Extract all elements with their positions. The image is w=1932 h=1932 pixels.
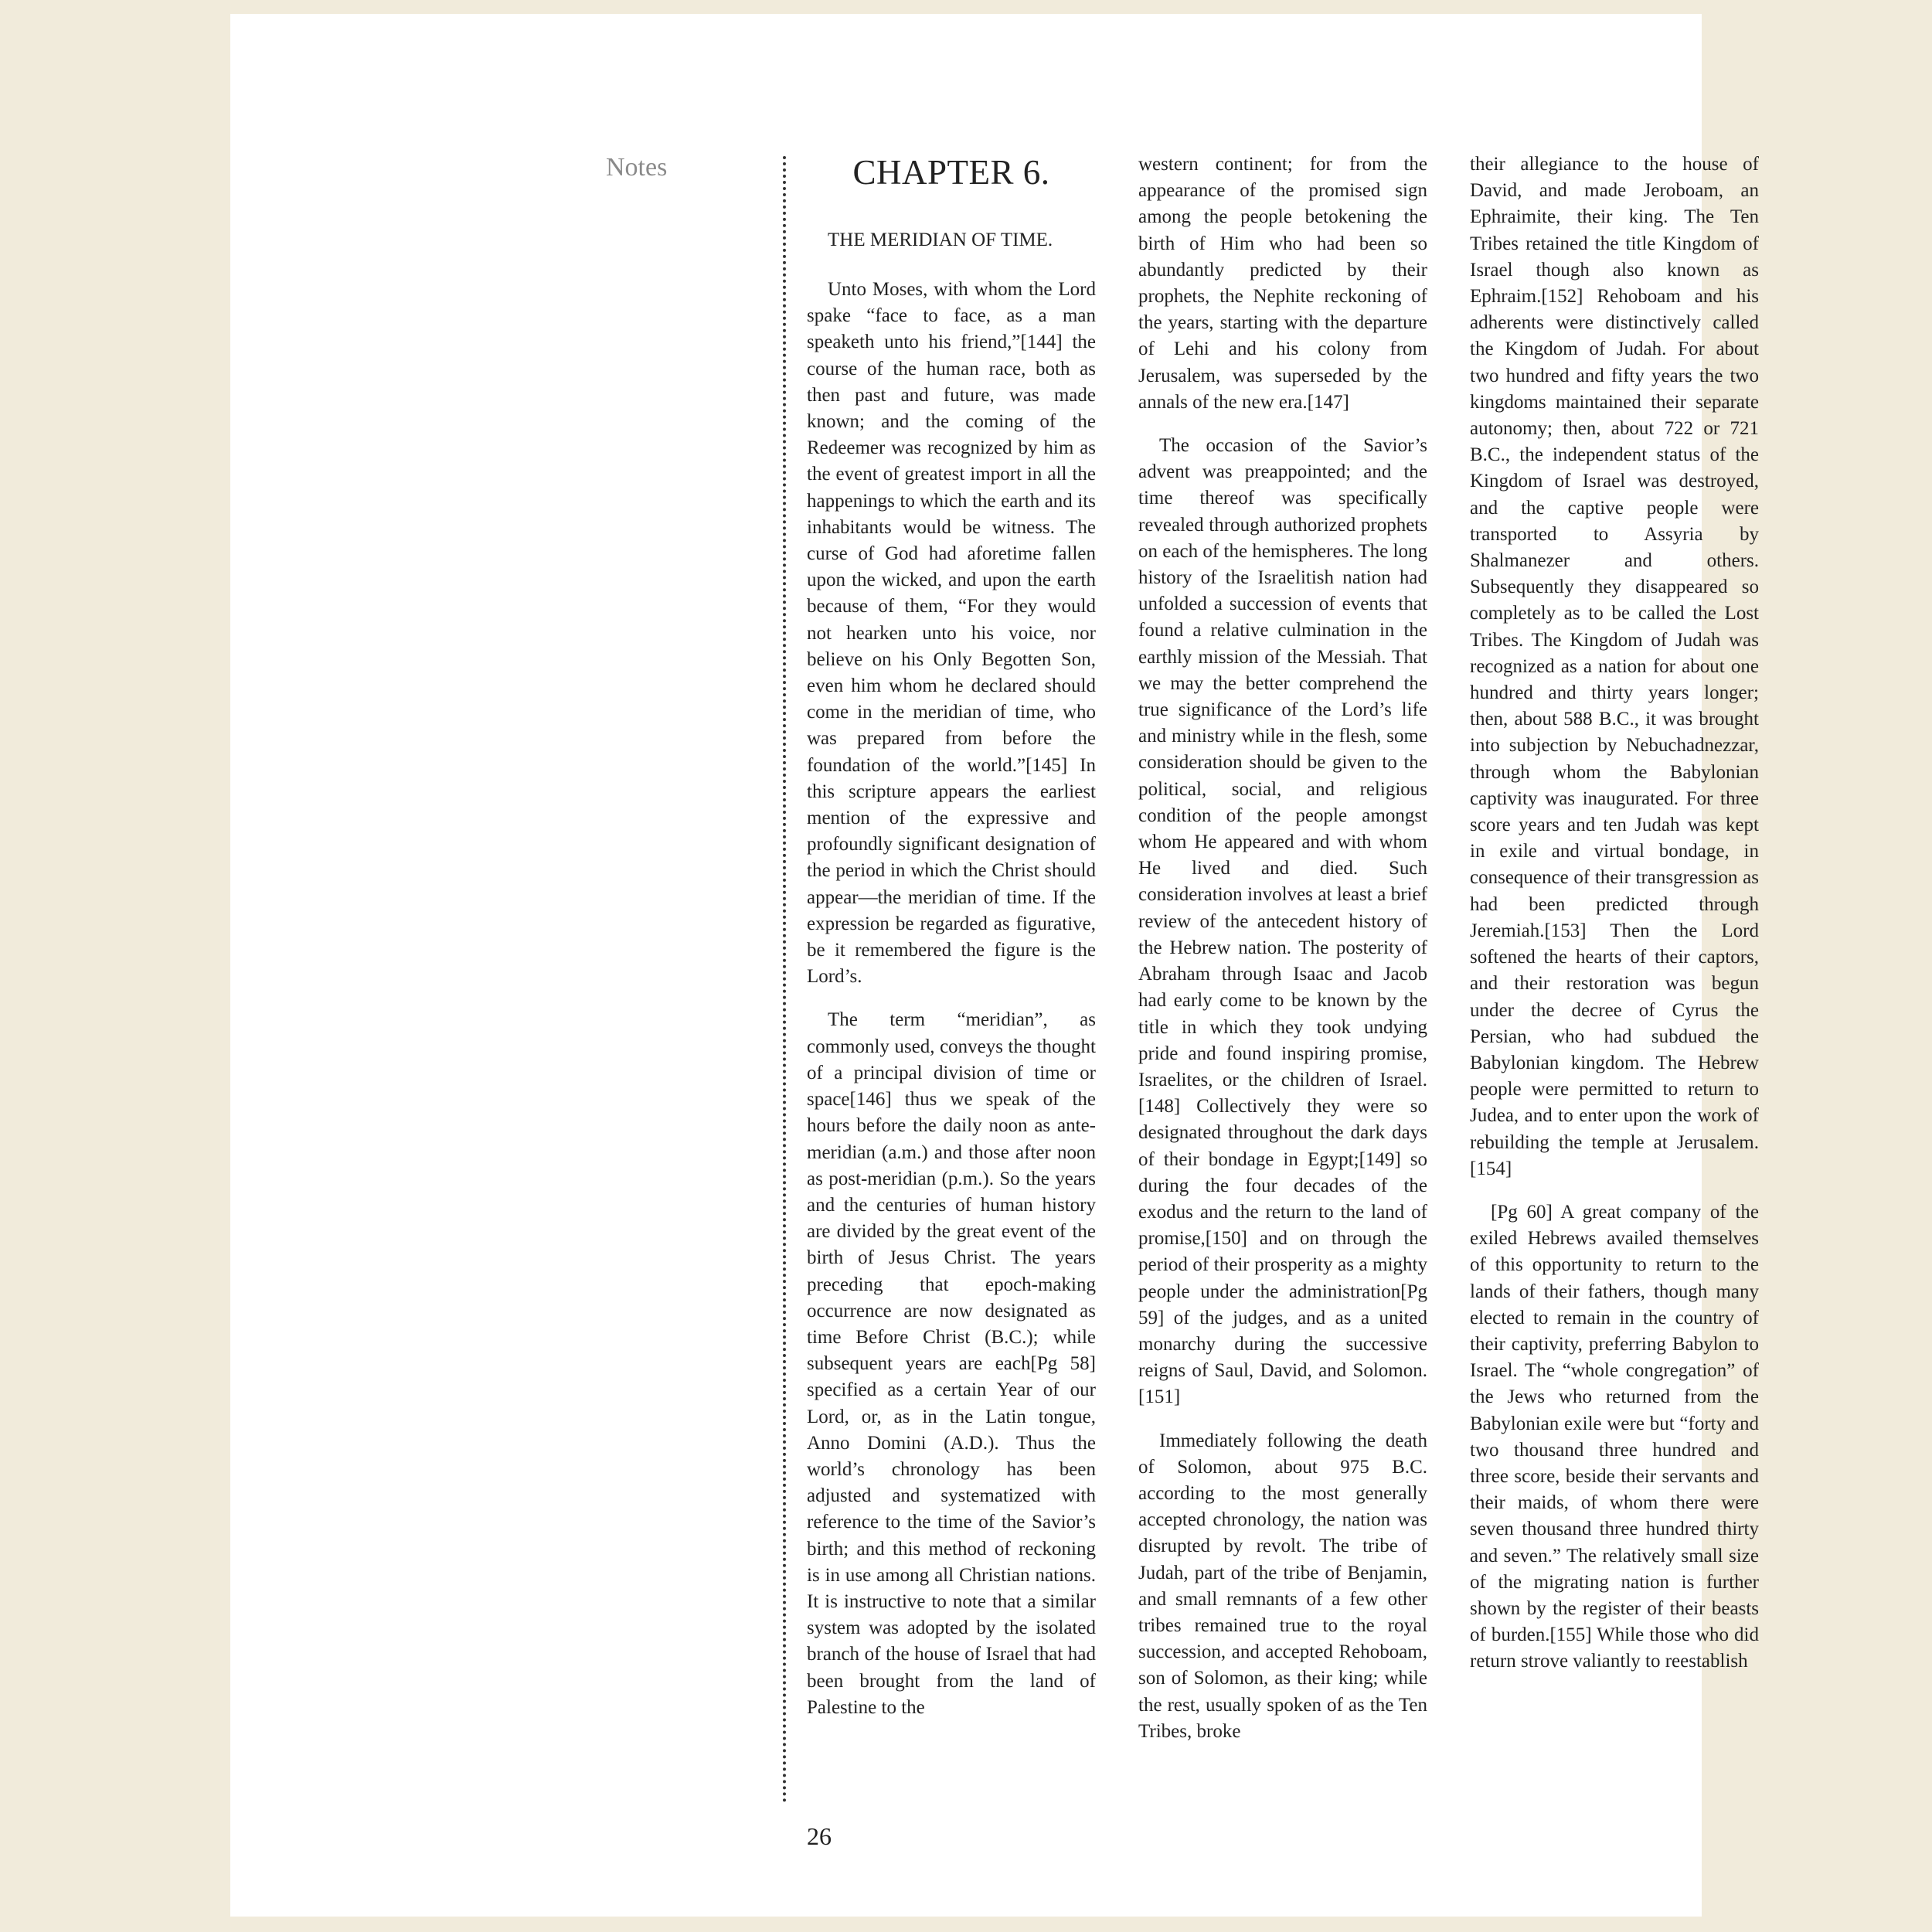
paragraph: Unto Moses, with whom the Lord spake “face to face, as a man speaketh unto his friend,”[144] the course of the human race, both as then past and future, was made known; and the coming of the Redeemer was recognized by him as the event of greatest import in all the happenings to which the earth and its inhabitants would be witness. The curse of God had aforetime fallen upon the wicked, and upon the earth because of them, “For they would not hearken unto his voice, nor believe on his Only Begotten Son, even him whom he declared should come in the meridian of time, who was prepared from before the foundation of the world.”[145] In this scripture appears the earliest mention of the expressive and profoundly significant designation of the period in which the Christ should appear—the meridian of time. If the expression be regarded as figurative, be it remembered the figure is the Lord’s. xyxy=(807,279,1096,988)
paragraph-continued: western continent; for from the appearance of the promised sign among the people betokening the birth of Him who had been so abundantly predicted by their prophets, the Nephite reckoning of the years, starting with the departure of Lehi and his colony from Jerusalem, was superseded by the annals of the new era.[147] xyxy=(1138,154,1427,413)
paragraph: The occasion of the Savior’s advent was preappointed; and the time thereof was specifically revealed through authorized prophets on each of the hemispheres. The long history of the Israelitish nation had unfolded a succession of events that found a relative culmination in the earthly mission of the Messiah. That we may the better comprehend the true significance of the Lord’s life and ministry while in the flesh, some consideration should be given to the political, social, and religious condition of the people amongst whom He appeared and with whom He lived and died. Such consideration involves at least a brief review of the antecedent history of the Hebrew nation. The posterity of Abraham through Isaac and Jacob had early come to be known by the title in which they took undying pride and found inspiring promise, Israelites, or the children of Israel.[148] Collectively they were so designated throughout the dark days of their bondage in Egypt;[149] so during the four decades of the exodus and the return to the land of promise,[150] and on through the period of their prosperity as a mighty people under the administration[Pg 59] of the judges, and as a united monarchy during the successive reigns of Saul, David, and Solomon.[151] xyxy=(1138,435,1427,1408)
text-column-3 xyxy=(1470,151,1759,1692)
chapter-title: CHAPTER 6. xyxy=(852,153,1050,192)
dotted-divider xyxy=(783,156,786,1804)
page-number: 26 xyxy=(807,1822,832,1850)
text-column-1 xyxy=(807,151,1096,1738)
paragraph-continued: their allegiance to the house of David, and made Jeroboam, an Ephraimite, their king. The Ten Tribes retained the title Kingdom of Israel though also known as Ephraim.[152] Rehoboam and his adherents were distinctively called the Kingdom of Judah. For about two hundred and fifty years the two kingdoms maintained their separate autonomy; then, about 722 or 721 B.C., the independent status of the Kingdom of Israel was destroyed, and the captive people were transported to Assyria by Shalmanezer and others. Subsequently they disappeared so completely as to be called the Lost Tribes. The Kingdom of Judah was recognized as a nation for about one hundred and thirty years longer; then, about 588 B.C., it was brought into subjection by Nebuchadnezzar, through whom the Babylonian captivity was inaugurated. For three score years and ten Judah was kept in exile and virtual bondage, in consequence of their transgression as had been predicted through Jeremiah.[153] Then the Lord softened the hearts of their captors, and their restoration was begun under the decree of Cyrus the Persian, who had subdued the Babylonian kingdom. The Hebrew people were permitted to return to Judea, and to enter upon the work of rebuilding the temple at Jerusalem.[154] xyxy=(1470,154,1759,1179)
text-column-2 xyxy=(1138,151,1427,1762)
paragraph: [Pg 60] A great company of the exiled Hebrews availed themselves of this opportunity to return to the lands of their fathers, though many elected to remain in the country of their captivity, preferring Babylon to Israel. The “whole congregation” of the Jews who returned from the Babylonian exile were but “forty and two thousand three hundred and three score, beside their servants and their maids, of whom there were seven thousand three hundred thirty and seven.” The relatively small size of the migrating nation is further shown by the register of their beasts of burden.[155] While those who did return strove valiantly to reestablish xyxy=(1470,1201,1759,1672)
chapter-subtitle: THE MERIDIAN OF TIME. xyxy=(828,230,1053,250)
paragraph: The term “meridian”, as commonly used, conveys the thought of a principal division of time or space[146] thus we speak of the hours before the daily noon as ante-meridian (a.m.) and those after noon as post-meridian (p.m.). So the years and the centuries of human history are divided by the great event of the birth of Jesus Christ. The years preceding that epoch-making occurrence are now designated as time Before Christ (B.C.); while subsequent years are each[Pg 58] specified as a certain Year of our Lord, or, as in the Latin tongue, Anno Domini (A.D.). Thus the world’s chronology has been adjusted and systematized with reference to the time of the Savior’s birth; and this method of reckoning is in use among all Christian nations. It is instructive to note that a similar system was adopted by the isolated branch of the house of Israel that had been brought from the land of Palestine to the xyxy=(807,1009,1096,1718)
paragraph: Immediately following the death of Solomon, about 975 B.C. according to the most generally accepted chronology, the nation was disrupted by revolt. The tribe of Judah, part of the tribe of Benjamin, and small remnants of a few other tribes remained true to the royal succession, and accepted Rehoboam, son of Solomon, as their king; while the rest, usually spoken of as the Ten Tribes, broke xyxy=(1138,1430,1427,1742)
book-page xyxy=(230,14,1759,1917)
notes-margin-label: Notes xyxy=(606,153,668,182)
